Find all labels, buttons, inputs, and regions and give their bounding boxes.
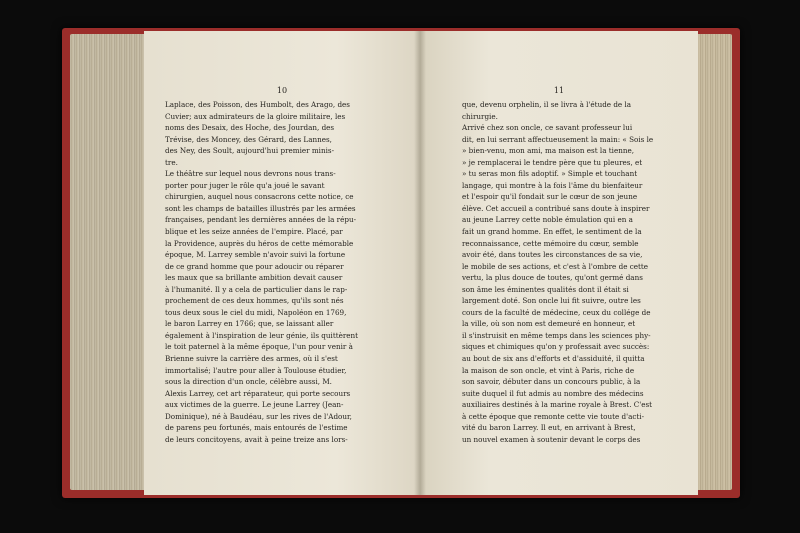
book-gutter: [414, 31, 426, 495]
text-line: aux victimes de la guerre. Le jeune Larrey (Jean-: [165, 400, 344, 410]
text-line: la ville, où son nom est demeuré en honneur, et: [462, 319, 636, 329]
text-line: Dominique), né à Baudéau, sur les rives de l'Adour,: [165, 411, 352, 421]
right-page-number: 11: [553, 86, 565, 95]
text-line: tous deux sous le ciel du midi, Napoléon en 1769,: [165, 307, 347, 317]
text-line: élève. Cet accueil a contribué sans doute à inspirer: [462, 203, 650, 213]
text-line: Arrivé chez son oncle, ce savant professeur lui: [462, 123, 633, 133]
left-page-number: 10: [276, 86, 288, 95]
text-line: » tu seras mon fils adoptif. » Simple et touchant: [462, 169, 638, 179]
text-line: de leurs concitoyens, avait à peine treize ans lors-: [165, 434, 348, 444]
right-page-text: [462, 99, 686, 445]
text-line: langage, qui montre à la fois l'âme du bienfaiteur: [462, 180, 643, 190]
text-line: reconnaissance, cette mémoire du cœur, semble: [462, 238, 639, 248]
text-line: au jeune Larrey cette noble émulation qui en a: [462, 215, 633, 225]
text-line: avoir été, dans toutes les circonstances de sa vie,: [462, 250, 643, 260]
text-line: son âme les éminentes qualités dont il était si: [462, 284, 629, 294]
text-line: » je remplacerai le tendre père que tu pleures, et: [462, 157, 643, 167]
text-line: époque, M. Larrey semble n'avoir suivi la fortune: [165, 250, 346, 260]
left-page-text: [165, 99, 403, 445]
text-line: auxiliaires destinés à la marine royale à Brest. C'est: [462, 400, 653, 410]
text-line: Alexis Larrey, cet art réparateur, qui porte secours: [165, 388, 351, 398]
text-line: cours de la faculté de médecine, ceux du collége de: [462, 307, 651, 317]
text-line: dit, en lui serrant affectueusement la main: « Sois le: [462, 134, 654, 144]
text-line: et l'espoir qu'il fondait sur le cœur de son jeune: [462, 192, 638, 202]
text-line: au bout de six ans d'efforts et d'assiduité, il quitta: [462, 354, 645, 364]
text-line: à cette époque que remonte cette vie toute d'acti-: [462, 411, 645, 421]
text-line: Laplace, des Poisson, des Humbolt, des Arago, des: [165, 100, 350, 109]
text-line: Brienne suivre la carrière des armes, où il s'est: [165, 354, 338, 364]
text-line: suite duquel il fut admis au nombre des médecins: [462, 388, 644, 398]
text-line: son savoir, débuter dans un concours public, à la: [462, 377, 641, 387]
text-line: prochement de ces deux hommes, qu'ils sont nés: [165, 296, 344, 306]
text-line: françaises, pendant les dernières années de la répu-: [165, 215, 357, 225]
right-page: [420, 31, 698, 495]
text-line: immortalisé; l'autre pour aller à Toulouse étudier,: [165, 365, 347, 375]
text-line: sont les champs de batailles illustrés par les armées: [165, 203, 356, 213]
text-line: tre.: [165, 157, 178, 167]
text-line: le toit paternel à la même époque, l'un pour venir à: [165, 342, 353, 352]
text-line: vertu, la plus douce de toutes, qu'ont germé dans: [462, 273, 643, 283]
text-line: la Providence, auprès du héros de cette mémorable: [165, 238, 354, 248]
text-line: siques et chimiques qu'on y professait avec succès:: [462, 342, 650, 352]
text-line: noms des Desaix, des Hoche, des Jourdan, des: [165, 123, 335, 133]
text-line: des Ney, des Soult, aujourd'hui premier minis-: [165, 146, 334, 156]
text-line: que, devenu orphelin, il se livra à l'étude de la: [462, 100, 632, 109]
left-page: [144, 31, 420, 495]
text-line: un nouvel examen à soutenir devant le corps des: [462, 434, 641, 444]
text-line: sous la direction d'un oncle, célèbre aussi, M.: [165, 377, 332, 387]
text-line: blique et les seize années de l'empire. Placé, par: [165, 227, 343, 237]
text-line: il s'instruisit en même temps dans les sciences phy-: [462, 330, 651, 340]
text-line: largement doté. Son oncle lui fit suivre, outre les: [462, 296, 641, 306]
text-line: chirurgien, auquel nous consacrons cette notice, ce: [165, 192, 354, 202]
text-line: de parens peu fortunés, mais entourés de l'estime: [165, 423, 348, 433]
open-book: [62, 28, 740, 498]
text-line: les maux que sa brillante ambition devait causer: [165, 273, 343, 283]
text-line: chirurgie.: [462, 111, 498, 121]
text-line: vité du baron Larrey. Il eut, en arrivant à Brest,: [462, 423, 636, 433]
text-line: Le théâtre sur lequel nous devrons nous trans-: [165, 169, 336, 179]
text-line: le baron Larrey en 1766; que, se laissant aller: [165, 319, 334, 329]
text-line: le mobile de ses actions, et c'est à l'ombre de cette: [462, 261, 649, 271]
text-line: » bien-venu, mon ami, ma maison est la tienne,: [462, 146, 634, 156]
text-line: Trévise, des Moncey, des Gérard, des Lannes,: [165, 134, 332, 144]
text-line: de ce grand homme que pour adoucir ou réparer: [165, 261, 344, 271]
right-page-block-edges: [696, 34, 732, 490]
text-line: la maison de son oncle, et vint à Paris, riche de: [462, 365, 635, 375]
text-line: porter pour juger le rôle qu'a joué le savant: [165, 180, 325, 190]
text-line: également à l'inspiration de leur génie, ils quittèrent: [165, 330, 359, 340]
text-line: Cuvier; aux admirateurs de la gloire militaire, les: [165, 111, 346, 121]
text-line: à l'humanité. Il y a cela de particulier dans le rap-: [165, 284, 348, 294]
text-line: fait un grand homme. En effet, le sentiment de la: [462, 227, 642, 237]
